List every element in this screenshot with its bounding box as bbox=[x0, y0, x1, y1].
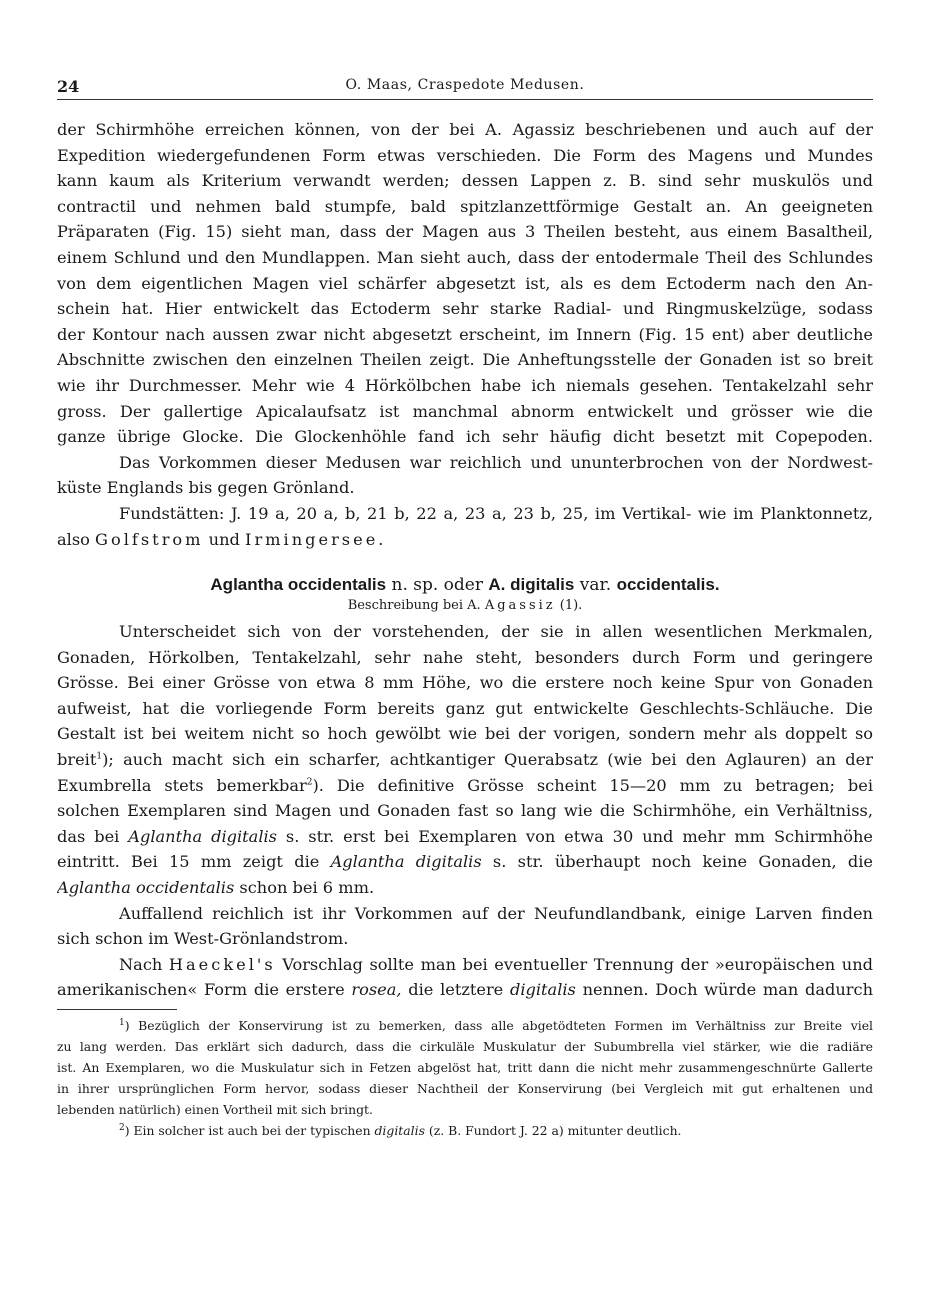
body-line: sich schon im West-Grönlandstrom. bbox=[57, 929, 349, 949]
body-line: Unterscheidet sich von der vorstehenden, der sie in allen wesentlichen Merkmalen, bbox=[119, 622, 873, 641]
footnote-mark: 1 bbox=[119, 1017, 125, 1028]
body-line: aufweist, hat die vorliegende Form bereits ganz gut entwickelte Geschlechts-Schläuche. Die bbox=[57, 698, 873, 718]
line-text: das bei bbox=[57, 826, 129, 846]
spaced-term: Irmingersee bbox=[245, 529, 379, 549]
section-title bbox=[57, 573, 873, 597]
italic-term: Aglantha digitalis bbox=[330, 852, 482, 872]
body-line: solchen Exemplaren sind Magen und Gonaden fast so lang wie die Schirmhöhe, ein Verhältniss, bbox=[57, 801, 873, 821]
footnote-line bbox=[57, 1015, 873, 1036]
line-text: eintritt. Bei 15 mm zeigt die bbox=[57, 852, 331, 872]
footnote-line: zu lang werden. Das erklärt sich dadurch, dass die cirkuläle Muskulatur der Subumbrella viel stärker, wie die radiäre bbox=[57, 1039, 873, 1054]
body-text-block bbox=[57, 117, 873, 552]
body-line: wie ihr Durchmesser. Mehr wie 4 Hörkölbchen habe ich niemals gesehen. Tentakelzahl sehr bbox=[57, 375, 873, 395]
italic-term: rosea, bbox=[351, 980, 402, 1000]
line-text: Vorschlag sollte man bei eventueller Trennung der »europäischen und bbox=[275, 954, 873, 974]
subtitle-text: (1). bbox=[555, 598, 583, 613]
header-rule bbox=[57, 99, 873, 100]
body-line: Expedition wiedergefundenen Form etwas verschieden. Die Form des Magens und Mundes bbox=[57, 145, 873, 165]
italic-term: Aglantha occidentalis bbox=[57, 877, 235, 897]
footnote-rule bbox=[57, 1009, 177, 1010]
body-line: Das Vorkommen dieser Medusen war reichlich und ununterbrochen von der Nordwest- bbox=[119, 452, 873, 472]
body-line: ganze übrige Glocke. Die Glockenhöhle fand ich sehr häufig dicht besetzt mit Copepoden. bbox=[57, 427, 873, 447]
page-number: 24 bbox=[57, 77, 80, 96]
footnote-line: ist. An Exemplaren, wo die Muskulatur sich in Fetzen abgelöst hat, tritt dann die nicht mehr zusammengeschnürte Gallerte bbox=[57, 1060, 873, 1075]
footnote-line bbox=[57, 1120, 873, 1141]
section-subtitle bbox=[57, 597, 873, 615]
spaced-term: Golfstrom bbox=[95, 529, 204, 549]
body-line: contractil und nehmen bald stumpfe, bald spitzlanzettförmige Gestalt an. An geeigneten bbox=[57, 196, 873, 216]
italic-term: digitalis bbox=[374, 1123, 425, 1138]
footnote-line: in ihrer ursprünglichen Form hervor, sodass dieser Nachtheil der Konservirung (bei Vergleich mit gut erhaltenen und bbox=[57, 1081, 873, 1096]
body-line: schein hat. Hier entwickelt das Ectoderm sehr starke Radial- und Ringmuskelzüge, sodass bbox=[57, 299, 873, 319]
footnote-text: ) Bezüglich der Konservirung ist zu bemerken, dass alle abgetödteten Formen im Verhältniss zur Breite viel bbox=[124, 1018, 873, 1033]
body-line: von dem eigentlichen Magen viel schärfer abgesetzt ist, als es dem Ectoderm nach den An- bbox=[57, 273, 873, 293]
line-text: Nach bbox=[119, 954, 169, 974]
body-line bbox=[57, 527, 873, 553]
body-line: einem Schlund und den Mundlappen. Man sieht auch, dass der entodermale Theil des Schlundes bbox=[57, 247, 873, 267]
body-line: der Kontour nach aussen zwar nicht abgesetzt erscheint, im Innern (Fig. 15 ent) aber deutliche bbox=[57, 324, 873, 344]
line-text: amerikanischen« Form die erstere bbox=[57, 980, 352, 1000]
line-text: . bbox=[378, 529, 384, 549]
line-text: also bbox=[57, 529, 96, 549]
footnote-text: (z. B. Fundort J. 22 a) mitunter deutlich. bbox=[424, 1123, 682, 1138]
line-text: ). Die definitive Grösse scheint 15—20 mm zu betragen; bei bbox=[312, 775, 873, 795]
footnote-line: lebenden natürlich) einen Vortheil mit sich bringt. bbox=[57, 1102, 373, 1117]
line-text: die letztere bbox=[401, 980, 510, 1000]
running-head bbox=[57, 77, 873, 99]
footnotes bbox=[57, 1015, 873, 1141]
body-line bbox=[57, 952, 873, 978]
body-line: Präparaten (Fig. 15) sieht man, dass der Magen aus 3 Theilen besteht, aus einem Basaltheil, bbox=[57, 222, 873, 242]
body-line: Abschnitte zwischen den einzelnen Theilen zeigt. Die Anheftungsstelle der Gonaden ist so breit bbox=[57, 350, 873, 370]
line-text: nennen. Doch würde man dadurch bbox=[575, 980, 873, 1000]
line-text: schon bei 6 mm. bbox=[234, 877, 375, 897]
footnote-ref: 2 bbox=[306, 777, 313, 788]
body-line: Fundstätten: J. 19 a, 20 a, b, 21 b, 22 a, 23 a, 23 b, 25, im Vertikal- wie im Planktonnetz, bbox=[119, 503, 873, 523]
line-text: breit bbox=[57, 749, 97, 769]
body-line: küste Englands bis gegen Grönland. bbox=[57, 478, 355, 498]
species-name: A. digitalis bbox=[488, 575, 575, 594]
body-line: Gestalt ist bei weitem nicht so hoch gewölbt wie bei der vorigen, sondern mehr als doppelt so bbox=[57, 724, 873, 744]
body-line bbox=[57, 747, 873, 773]
title-text: var. bbox=[574, 575, 617, 595]
body-line: kann kaum als Kriterium verwandt werden; dessen Lappen z. B. sind sehr muskulös und bbox=[57, 171, 873, 191]
line-text: Exumbrella stets bemerkbar bbox=[57, 775, 307, 795]
body-line bbox=[57, 773, 873, 799]
body-line bbox=[57, 824, 873, 850]
line-text: s. str. erst bei Exemplaren von etwa 30 und mehr mm Schirmhöhe bbox=[276, 826, 873, 846]
body-line: der Schirmhöhe erreichen können, von der bei A. Agassiz beschriebenen und auch auf der bbox=[57, 120, 873, 139]
line-text: und bbox=[203, 529, 246, 549]
italic-term: Aglantha digitalis bbox=[128, 826, 277, 846]
body-line: Gonaden, Hörkolben, Tentakelzahl, sehr nahe steht, besonders durch Form und geringere bbox=[57, 647, 873, 667]
species-name: Aglantha occidentalis bbox=[210, 575, 387, 594]
body-line bbox=[57, 977, 873, 1003]
line-text: s. str. überhaupt noch keine Gonaden, die bbox=[481, 852, 873, 872]
spaced-term: Haeckel's bbox=[168, 954, 276, 974]
subtitle-text: Beschreibung bei A. bbox=[347, 598, 485, 613]
footnote-mark: 2 bbox=[119, 1122, 125, 1133]
footnote-ref: 1 bbox=[96, 751, 103, 762]
body-line: Auffallend reichlich ist ihr Vorkommen auf der Neufundlandbank, einige Larven finden bbox=[119, 903, 873, 923]
italic-term: digitalis bbox=[509, 980, 576, 1000]
title-text: n. sp. oder bbox=[386, 575, 489, 595]
body-line bbox=[57, 875, 873, 901]
spaced-term: Agassiz bbox=[484, 598, 556, 613]
species-name: occidentalis. bbox=[616, 575, 720, 594]
line-text: ); auch macht sich ein scharfer, achtkantiger Querabsatz (wie bei den Aglauren) an der bbox=[102, 749, 873, 769]
body-line bbox=[57, 849, 873, 875]
body-line: Grösse. Bei einer Grösse von etwa 8 mm Höhe, wo die erstere noch keine Spur von Gonaden bbox=[57, 673, 873, 693]
footnote-text: ) Ein solcher ist auch bei der typischen bbox=[124, 1123, 375, 1138]
running-title: O. Maas, Craspedote Medusen. bbox=[345, 77, 585, 93]
body-line: gross. Der gallertige Apicalaufsatz ist manchmal abnorm entwickelt und grösser wie die bbox=[57, 401, 873, 421]
section-text-block bbox=[57, 619, 873, 1003]
